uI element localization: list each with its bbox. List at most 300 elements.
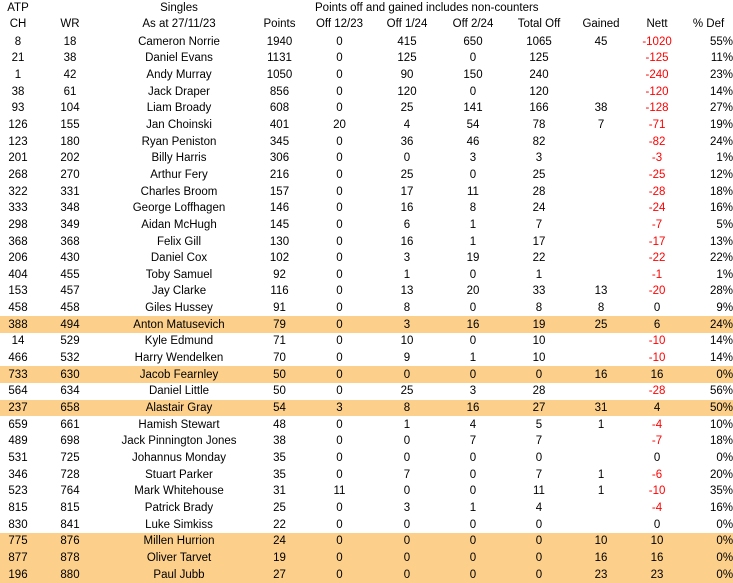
- wr-cell: 348: [60, 202, 80, 215]
- points-cell: 27: [254, 566, 305, 583]
- table-row: [0, 217, 733, 234]
- def-cell: 13%: [710, 235, 733, 248]
- points-cell: 91: [273, 302, 286, 315]
- def-cell: 0%: [716, 452, 733, 465]
- off-2-24-cell: 3: [469, 152, 477, 165]
- atp-cell: 38: [11, 85, 25, 98]
- nett-cell: -24: [648, 202, 666, 215]
- off-1-24-cell: 6: [403, 218, 411, 231]
- nett-cell: -3: [651, 152, 663, 165]
- points-cell: 35: [273, 452, 286, 465]
- wr-cell: 155: [60, 118, 80, 131]
- def-cell: 28%: [710, 285, 733, 298]
- points-cell: 345: [269, 135, 290, 148]
- off-2-24-cell: 1: [469, 218, 477, 231]
- total-off-cell: 0: [535, 518, 543, 531]
- header-off-2-24: Off 2/24: [452, 18, 494, 31]
- total-off-cell: 82: [532, 135, 546, 148]
- atp-cell: 466: [8, 352, 28, 365]
- header-def: % Def: [692, 18, 725, 31]
- def-cell: 0%: [684, 566, 733, 583]
- header-singles: Singles: [160, 1, 198, 14]
- def-cell: 24%: [684, 316, 733, 333]
- off-2-24-cell: 0: [469, 335, 477, 348]
- off-12-23-cell: 0: [336, 168, 343, 181]
- wr-cell: 634: [60, 385, 80, 398]
- off-2-24-cell: 1: [469, 502, 477, 515]
- gained-cell: [572, 500, 630, 517]
- gained-cell: [572, 433, 630, 450]
- off-1-24-cell: 17: [400, 185, 414, 198]
- points-cell: 216: [269, 168, 290, 181]
- off-2-24-cell: 0: [469, 518, 477, 531]
- table-row: [0, 316, 733, 333]
- def-cell: 24%: [710, 135, 733, 148]
- atp-cell: 322: [8, 185, 28, 198]
- def-cell: 56%: [710, 385, 733, 398]
- player-name: Jack Draper: [148, 85, 210, 98]
- nett-cell: 0: [653, 452, 661, 465]
- off-12-23-cell: 0: [336, 335, 343, 348]
- nett-cell: -28: [648, 385, 666, 398]
- off-12-23-cell: 0: [336, 152, 343, 165]
- nett-cell: -240: [645, 68, 669, 81]
- nett-cell: -4: [651, 418, 663, 431]
- def-cell: 23%: [710, 68, 733, 81]
- nett-cell: 10: [630, 533, 684, 550]
- player-name: Cameron Norrie: [138, 35, 220, 48]
- off-12-23-cell: 20: [333, 118, 346, 131]
- def-cell: 22%: [710, 252, 733, 265]
- gained-cell: 23: [572, 566, 630, 583]
- def-cell: 27%: [710, 102, 733, 115]
- off-1-24-cell: 36: [400, 135, 414, 148]
- points-cell: 70: [273, 352, 286, 365]
- wr-cell: 698: [60, 435, 80, 448]
- off-2-24-cell: 54: [466, 118, 480, 131]
- gained-cell: 38: [594, 102, 608, 115]
- points-cell: 146: [269, 202, 290, 215]
- wr-cell: 202: [60, 152, 80, 165]
- wr-cell: 331: [60, 185, 80, 198]
- player-name: Kyle Edmund: [144, 335, 214, 348]
- off-12-23-cell: 0: [336, 285, 343, 298]
- points-cell: 71: [273, 335, 286, 348]
- total-off-cell: 28: [532, 185, 546, 198]
- points-cell: 1050: [266, 68, 293, 81]
- total-off-cell: 1065: [526, 35, 552, 48]
- off-1-24-cell: 0: [403, 518, 411, 531]
- off-1-24-cell: 16: [400, 202, 414, 215]
- player-name: Alastair Gray: [104, 400, 254, 417]
- off-2-24-cell: 3: [469, 385, 477, 398]
- gained-cell: [572, 516, 630, 533]
- off-2-24-cell: 46: [466, 135, 480, 148]
- off-12-23-cell: 0: [336, 52, 343, 65]
- off-2-24-cell: 0: [440, 533, 506, 550]
- table-row: [0, 483, 733, 500]
- off-12-23-cell: 0: [336, 302, 343, 315]
- total-off-cell: 0: [506, 533, 572, 550]
- off-12-23-cell: 0: [305, 366, 374, 383]
- off-1-24-cell: 125: [397, 52, 417, 65]
- atp-cell: 404: [8, 268, 28, 281]
- nett-cell: 16: [630, 550, 684, 567]
- player-name: Jacob Fearnley: [104, 366, 254, 383]
- off-1-24-cell: 4: [403, 118, 411, 131]
- table-row: [0, 33, 733, 50]
- off-12-23-cell: 0: [336, 518, 343, 531]
- gained-cell: [572, 83, 630, 100]
- gained-cell: [572, 150, 630, 167]
- player-name: Patrick Brady: [144, 502, 214, 515]
- wr-cell: 455: [60, 268, 80, 281]
- wr-cell: 349: [60, 218, 80, 231]
- wr-cell: 457: [60, 285, 80, 298]
- gained-cell: [572, 250, 630, 267]
- table-row: [0, 250, 733, 267]
- player-name: Anton Matusevich: [104, 316, 254, 333]
- total-off-cell: 7: [535, 435, 543, 448]
- total-off-cell: 27: [506, 400, 572, 417]
- off-12-23-cell: 0: [336, 35, 343, 48]
- player-name: Arthur Fery: [150, 168, 208, 181]
- nett-cell: -10: [648, 335, 666, 348]
- gained-cell: [572, 267, 630, 284]
- points-cell: 25: [273, 502, 286, 515]
- off-12-23-cell: 0: [336, 102, 343, 115]
- off-2-24-cell: 1: [469, 235, 477, 248]
- gained-cell: [572, 450, 630, 467]
- total-off-cell: 125: [529, 52, 549, 65]
- off-2-24-cell: 7: [469, 435, 477, 448]
- nett-cell: 6: [630, 316, 684, 333]
- off-12-23-cell: 3: [305, 400, 374, 417]
- wr-cell: 458: [60, 302, 80, 315]
- table-row: [0, 433, 733, 450]
- gained-cell: 8: [597, 302, 605, 315]
- off-1-24-cell: 0: [374, 366, 440, 383]
- points-cell: 1940: [266, 35, 293, 48]
- def-cell: 18%: [710, 185, 733, 198]
- def-cell: 11%: [710, 52, 733, 65]
- gained-cell: 1: [597, 418, 605, 431]
- def-cell: 0%: [684, 550, 733, 567]
- table-row: [0, 50, 733, 67]
- table-row: [0, 67, 733, 84]
- total-off-cell: 17: [532, 235, 546, 248]
- atp-cell: 368: [8, 235, 28, 248]
- off-1-24-cell: 3: [403, 502, 411, 515]
- wr-cell: 494: [36, 316, 104, 333]
- gained-cell: [572, 133, 630, 150]
- points-cell: 306: [269, 152, 290, 165]
- atp-cell: 333: [8, 202, 28, 215]
- def-cell: 16%: [710, 502, 733, 515]
- wr-cell: 38: [63, 52, 77, 65]
- total-off-cell: 5: [535, 418, 543, 431]
- gained-cell: 16: [572, 550, 630, 567]
- def-cell: 50%: [684, 400, 733, 417]
- atp-cell: 201: [8, 152, 28, 165]
- wr-cell: 61: [63, 85, 77, 98]
- wr-cell: 430: [60, 252, 80, 265]
- atp-cell: 815: [8, 502, 28, 515]
- header-wr: WR: [60, 18, 80, 31]
- off-2-24-cell: 0: [469, 485, 477, 498]
- nett-cell: -1: [651, 268, 663, 281]
- gained-cell: [572, 333, 630, 350]
- table-row: [0, 516, 733, 533]
- table-row: [0, 200, 733, 217]
- off-2-24-cell: 141: [463, 102, 483, 115]
- off-2-24-cell: 0: [469, 302, 477, 315]
- header-total-off: Total Off: [517, 18, 561, 31]
- nett-cell: 23: [630, 566, 684, 583]
- off-1-24-cell: 0: [403, 452, 411, 465]
- off-1-24-cell: 10: [400, 335, 414, 348]
- table-row: [0, 550, 733, 567]
- off-2-24-cell: 0: [469, 468, 477, 481]
- player-name: Oliver Tarvet: [104, 550, 254, 567]
- total-off-cell: 25: [532, 168, 546, 181]
- header-as-at: As at 27/11/23: [142, 18, 216, 31]
- off-12-23-cell: 11: [333, 485, 346, 498]
- player-name: Felix Gill: [156, 235, 202, 248]
- atp-cell: 830: [8, 518, 28, 531]
- total-off-cell: 24: [532, 202, 546, 215]
- off-1-24-cell: 3: [403, 252, 411, 265]
- nett-cell: -128: [645, 102, 669, 115]
- def-cell: 10%: [710, 418, 733, 431]
- off-2-24-cell: 150: [463, 68, 483, 81]
- off-2-24-cell: 8: [469, 202, 477, 215]
- off-1-24-cell: 25: [400, 102, 414, 115]
- off-1-24-cell: 8: [374, 400, 440, 417]
- header-gained: Gained: [582, 18, 620, 31]
- player-name: Paul Jubb: [104, 566, 254, 583]
- off-12-23-cell: 0: [336, 435, 343, 448]
- nett-cell: -82: [648, 135, 666, 148]
- def-cell: 14%: [710, 352, 733, 365]
- table-row: [0, 400, 733, 417]
- nett-cell: -28: [648, 185, 666, 198]
- gained-cell: 13: [594, 285, 608, 298]
- wr-cell: 104: [60, 102, 80, 115]
- header-wr-spacer: [36, 0, 104, 17]
- points-cell: 22: [273, 518, 286, 531]
- nett-cell: -4: [651, 502, 663, 515]
- atp-cell: 775: [0, 533, 36, 550]
- atp-cell: 346: [8, 468, 28, 481]
- gained-cell: [572, 167, 630, 184]
- header-nett: Nett: [646, 18, 668, 31]
- wr-cell: 880: [36, 566, 104, 583]
- off-12-23-cell: 0: [305, 550, 374, 567]
- nett-cell: -71: [648, 118, 666, 131]
- points-cell: 157: [269, 185, 290, 198]
- off-2-24-cell: 0: [440, 366, 506, 383]
- gained-cell: [572, 67, 630, 84]
- def-cell: 35%: [710, 485, 733, 498]
- points-cell: 92: [273, 268, 286, 281]
- gained-cell: 25: [572, 316, 630, 333]
- nett-cell: -25: [648, 168, 666, 181]
- wr-cell: 42: [63, 68, 77, 81]
- table-row: [0, 183, 733, 200]
- table-row: [0, 566, 733, 583]
- off-1-24-cell: 0: [374, 566, 440, 583]
- off-2-24-cell: 0: [469, 85, 477, 98]
- points-cell: 54: [254, 400, 305, 417]
- total-off-cell: 28: [532, 385, 546, 398]
- player-name: Jack Pinnington Jones: [121, 435, 237, 448]
- points-cell: 50: [254, 366, 305, 383]
- total-off-cell: 22: [532, 252, 546, 265]
- points-cell: 856: [269, 85, 290, 98]
- header-row-2: [0, 17, 733, 34]
- table-row: [0, 133, 733, 150]
- nett-cell: -20: [648, 285, 666, 298]
- off-1-24-cell: 25: [400, 168, 414, 181]
- atp-cell: 237: [0, 400, 36, 417]
- atp-cell: 298: [8, 218, 28, 231]
- player-name: Billy Harris: [151, 152, 207, 165]
- wr-cell: 630: [36, 366, 104, 383]
- atp-cell: 93: [11, 102, 25, 115]
- off-2-24-cell: 0: [469, 268, 477, 281]
- player-name: Giles Hussey: [145, 302, 213, 315]
- wr-cell: 270: [60, 168, 80, 181]
- points-cell: 401: [269, 118, 290, 131]
- total-off-cell: 0: [506, 566, 572, 583]
- points-cell: 35: [273, 468, 286, 481]
- def-cell: 14%: [710, 85, 733, 98]
- off-2-24-cell: 1: [469, 352, 477, 365]
- player-name: Jan Choinski: [146, 118, 212, 131]
- off-2-24-cell: 19: [466, 252, 480, 265]
- total-off-cell: 8: [535, 302, 543, 315]
- wr-cell: 18: [63, 35, 77, 48]
- table-title: Points off and gained includes non-counters: [315, 1, 539, 14]
- wr-cell: 841: [60, 518, 80, 531]
- off-1-24-cell: 90: [400, 68, 414, 81]
- off-1-24-cell: 0: [374, 533, 440, 550]
- total-off-cell: 11: [533, 485, 545, 498]
- player-name: Aidan McHugh: [141, 218, 217, 231]
- off-12-23-cell: 0: [336, 352, 343, 365]
- table-row: [0, 267, 733, 284]
- player-name: Stuart Parker: [145, 468, 213, 481]
- def-cell: 16%: [710, 202, 733, 215]
- gained-cell: [572, 200, 630, 217]
- atp-cell: 8: [14, 35, 22, 48]
- total-off-cell: 7: [535, 468, 543, 481]
- total-off-cell: 10: [532, 352, 546, 365]
- nett-cell: -120: [645, 85, 669, 98]
- atp-cell: 523: [8, 485, 28, 498]
- player-name: Hamish Stewart: [138, 418, 220, 431]
- points-cell: 145: [269, 218, 290, 231]
- atp-cell: 126: [8, 118, 28, 131]
- nett-cell: 0: [653, 302, 661, 315]
- table-row: [0, 366, 733, 383]
- wr-cell: 815: [60, 502, 80, 515]
- atp-cell: 123: [8, 135, 28, 148]
- off-1-24-cell: 7: [403, 468, 411, 481]
- table-row: [0, 533, 733, 550]
- player-name: Luke Simkiss: [145, 518, 213, 531]
- def-cell: 0%: [684, 366, 733, 383]
- player-name: Harry Wendelken: [134, 352, 224, 365]
- total-off-cell: 33: [532, 285, 546, 298]
- player-name: Andy Murray: [146, 68, 212, 81]
- table-row: [0, 383, 733, 400]
- gained-cell: [572, 50, 630, 67]
- def-cell: 1%: [716, 152, 733, 165]
- table-row: [0, 117, 733, 134]
- def-cell: 12%: [710, 168, 733, 181]
- atp-cell: 21: [11, 52, 25, 65]
- off-1-24-cell: 25: [400, 385, 414, 398]
- points-cell: 116: [270, 285, 289, 298]
- off-1-24-cell: 120: [397, 85, 417, 98]
- gained-cell: 1: [597, 468, 605, 481]
- off-1-24-cell: 9: [403, 352, 411, 365]
- wr-cell: 180: [60, 135, 80, 148]
- table-row: [0, 100, 733, 117]
- nett-cell: -22: [648, 252, 666, 265]
- table-row: [0, 167, 733, 184]
- off-12-23-cell: 0: [336, 135, 343, 148]
- atp-cell: 877: [0, 550, 36, 567]
- off-2-24-cell: 0: [469, 52, 477, 65]
- player-name: Daniel Cox: [150, 252, 208, 265]
- header-ch: CH: [9, 18, 27, 31]
- atp-cell: 153: [8, 285, 28, 298]
- header-atp: ATP: [7, 1, 29, 14]
- points-cell: 50: [273, 385, 286, 398]
- total-off-cell: 0: [506, 550, 572, 567]
- wr-cell: 728: [60, 468, 80, 481]
- table-row: [0, 466, 733, 483]
- wr-cell: 878: [36, 550, 104, 567]
- points-cell: 608: [269, 102, 290, 115]
- nett-cell: -7: [651, 218, 663, 231]
- atp-cell: 1: [14, 68, 22, 81]
- player-name: Daniel Evans: [145, 52, 213, 65]
- table-row: [0, 350, 733, 367]
- def-cell: 9%: [716, 302, 733, 315]
- off-12-23-cell: 0: [336, 235, 343, 248]
- wr-cell: 876: [36, 533, 104, 550]
- header-off-1-24: Off 1/24: [386, 18, 428, 31]
- off-2-24-cell: 16: [440, 400, 506, 417]
- total-off-cell: 3: [535, 152, 543, 165]
- wr-cell: 532: [60, 352, 80, 365]
- gained-cell: [572, 350, 630, 367]
- gained-cell: 10: [572, 533, 630, 550]
- off-1-24-cell: 0: [403, 152, 411, 165]
- total-off-cell: 0: [506, 366, 572, 383]
- player-name: Millen Hurrion: [104, 533, 254, 550]
- wr-cell: 661: [60, 418, 80, 431]
- atp-cell: 531: [8, 452, 28, 465]
- off-12-23-cell: 0: [336, 385, 343, 398]
- total-off-cell: 240: [529, 68, 549, 81]
- off-12-23-cell: 0: [336, 202, 343, 215]
- player-name: Daniel Little: [148, 385, 210, 398]
